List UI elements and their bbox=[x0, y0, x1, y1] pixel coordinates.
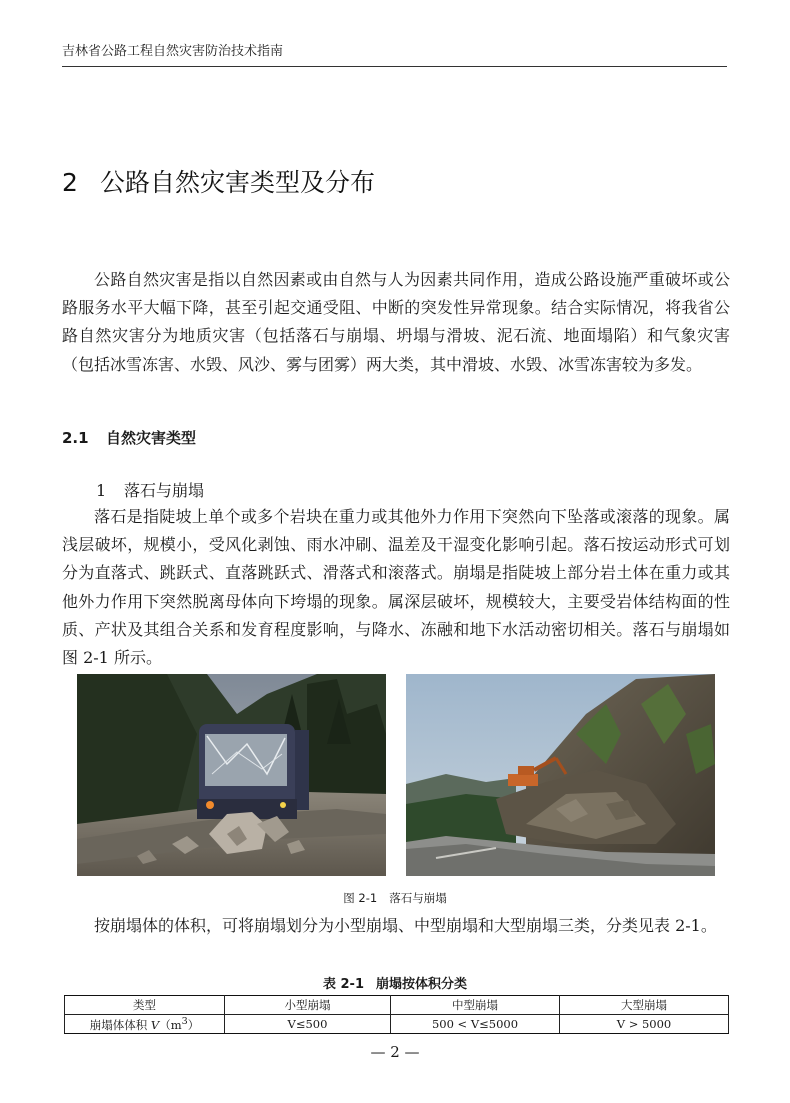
table-cell: V≤500 bbox=[225, 1015, 391, 1034]
table-title bbox=[0, 973, 790, 992]
subsection-number: 1 bbox=[96, 481, 107, 500]
row-label-unit-close: ） bbox=[187, 1017, 200, 1032]
chapter-title bbox=[62, 163, 375, 199]
classification-paragraph: 按崩塌体的体积，可将崩塌划分为小型崩塌、中型崩塌和大型崩塌三类，分类见表 2-1。 bbox=[94, 916, 717, 935]
section-number: 2.1 bbox=[62, 429, 89, 447]
running-header: 吉林省公路工程自然灾害防治技术指南 bbox=[62, 44, 284, 59]
row-label-text: 崩塌体体积 bbox=[89, 1017, 148, 1032]
table-header-cell: 小型崩塌 bbox=[225, 996, 391, 1015]
section-heading bbox=[62, 427, 196, 448]
table-cell: V > 5000 bbox=[560, 1015, 729, 1034]
row-label-unit-open: （m bbox=[159, 1017, 182, 1032]
figure-caption bbox=[0, 890, 790, 906]
intro-paragraph: 公路自然灾害是指以自然因素或由自然与人为因素共同作用，造成公路设施严重破坏或公路服务水平大幅下降，甚至引起交通受阻、中断的突发性异常现象。结合实际情况，将我省公路自然灾害分为地质灾害（包括落石与崩塌、坍塌与滑坡、泥石流、地面塌陷）和气象灾害（包括冰雪冻害、水毁、风沙、雾与团雾）两大类，其中滑坡、水毁、冰雪冻害较为多发。 bbox=[62, 270, 730, 374]
row-label-variable: V bbox=[150, 1017, 160, 1032]
rockfall-paragraph: 落石是指陡坡上单个或多个岩块在重力或其他外力作用下突然向下坠落或滚落的现象。属浅层破坏，规模小，受风化剥蚀、雨水冲刷、温差及干湿变化影响引起。落石按运动形式可划分为直落式、跳跃式、直落跳跃式、滑落式和滚落式。崩塌是指陡坡上部分岩土体在重力或其他外力作用下突然脱离母体向下垮塌的现象。属深层破坏，规模较大，主要受岩体结构面的性质、产状及其组合关系和发育程度影响，与降水、冻融和地下水活动密切相关。落石与崩塌如图 2-1 所示。 bbox=[62, 507, 730, 668]
rock-collapse-illustration bbox=[406, 674, 715, 876]
rockfall-bus-photo bbox=[77, 674, 386, 876]
figure-number: 图 2-1 bbox=[343, 891, 378, 905]
subsection-title-text: 落石与崩塌 bbox=[124, 481, 205, 500]
chapter-number: 2 bbox=[62, 168, 78, 197]
figure-caption-text: 落石与崩塌 bbox=[389, 891, 447, 905]
rockfall-bus-illustration bbox=[77, 674, 386, 876]
table-row-label bbox=[65, 1015, 225, 1034]
rock-collapse-photo bbox=[406, 674, 715, 876]
table-header-cell: 中型崩塌 bbox=[391, 996, 560, 1015]
collapse-classification-table bbox=[64, 995, 729, 1034]
table-header-cell: 类型 bbox=[65, 996, 225, 1015]
page-number: — 2 — bbox=[370, 1043, 420, 1061]
row-label-unit-exponent: 3 bbox=[181, 1015, 188, 1027]
chapter-title-text: 公路自然灾害类型及分布 bbox=[100, 168, 376, 197]
table-title-text: 崩塌按体积分类 bbox=[376, 977, 468, 992]
table-cell: 500 < V≤5000 bbox=[391, 1015, 560, 1034]
table-row bbox=[65, 1015, 729, 1034]
header-divider bbox=[62, 66, 727, 67]
section-title-text: 自然灾害类型 bbox=[106, 429, 197, 447]
table-header-cell: 大型崩塌 bbox=[560, 996, 729, 1015]
table-header-row bbox=[65, 996, 729, 1015]
table-number: 表 2-1 bbox=[322, 977, 364, 992]
subsection-heading bbox=[96, 478, 204, 501]
